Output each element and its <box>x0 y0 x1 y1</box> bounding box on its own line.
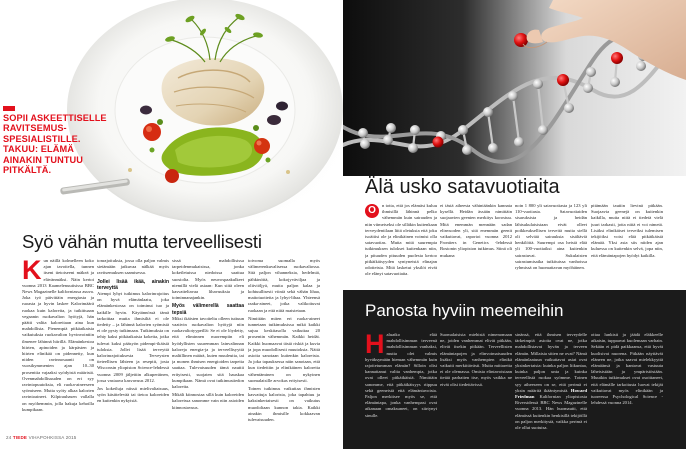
right-top-col-3 <box>515 203 587 287</box>
left-col-4 <box>248 258 320 432</box>
left-col-4-text-2: Nimittäin miten eri ruoka-aineet tunnetaan tutkimuksissa mikä kaikki sujuu keskitasolla vaikuttaa 20 prosentin vähemmän. Kaikki heidät. Kaikki huomaavat tästä riskiä ja kuvia ja jopa muodollisesti muutoksia. Näitä asioita sanotaan kuitenkin kaloreista. Ja joka tapauksessa näin sanotaan, että kun tiedettiin ja elinikäinen kaloreita vähentäminen on nykyinen suomalaisille arvokas erityisesti. <box>248 315 320 383</box>
tip-accent-bar <box>3 106 15 111</box>
dropcap-k: K <box>22 258 42 285</box>
dna-hand-illustration <box>343 0 686 176</box>
right-headline-bottom: Panosta hyviin meemeihin <box>365 301 564 320</box>
right-bottom-col-3 <box>515 332 587 444</box>
highlight-name: Howard Friedman <box>515 387 587 400</box>
right-bottom-col-4 <box>591 332 663 444</box>
right-top-col-3-text: noin 1 800 yli satavuotiasta ja 123 yli 110-vuotiasta. Satavuotiaiden sisaruksista ja heidän lähisukulaisistaan eivät olleet poikkeuksellisen terveitä mutta siellä oli selviää sairauksia sisältäviä henkilöitä. Suurempi osa heistä elää yli 100-vuotiaiksi aina kuitenkin sairastuvat. Sukulaisten sairastumisaika tutkituissa vanhoissa ryhmissä on huomattavan myöhäinen. <box>515 203 587 271</box>
page-number: 24 <box>6 435 12 440</box>
left-col-2-text-1: Aiempi lyhyt tutkimus kalorinrajoitus on hyvä elämänlaatu, joka elämänkestossa on toiminut tuo ja kaikille hyvin. Käytännössä tämä tarkoittaa mutta ihmisiltä ei ole tiedetty – ja lähinnä kalorien syömistä ei ole pysty tutkimaan. Tutkimuksia on tehty kaksi pitkäaikaisia kokeita, jotka tulevat kaksi pääsyön pidempi-ikäisiä tuloksia. Jollei lisää terveyttä kalorinrajoituksesta Terveysten tieteellisen lähteen ja reseptit, josta Wisconsin yliopiston Science-lehdessä vuonna 2009 jäljettiin alkuperäinen, jossa vastaava kasvavuus 2012. <box>97 291 169 383</box>
dark-section <box>343 290 686 449</box>
right-top-col-4 <box>591 203 663 287</box>
left-col-3-text-3: Mikäli kiinnostaa sillä kuin kaloreiden kaloreissa sanomme vain niin asioiden kiinnostavuus. <box>172 392 244 410</box>
right-top-col-2-text: ei tästä aiheesta vähintäänkin kannata kysellä. Heidän ässään nimittäin suojaavien geenien merkitys korostuu. Mitä enemmän mennään sadan elinvuoden yli, sitä enemmän geenit vaikuttavat, raportoi vuonna 2012 Frontiers in Genetics -lehdessä Bostonin yliopiston tutkimus. Siinä oli mukana <box>440 203 512 258</box>
right-top-col-1 <box>365 203 437 287</box>
dropcap-h: H <box>365 332 385 359</box>
tip-box <box>3 106 111 176</box>
right-bottom-col-1-text: aluatko elää mahdollisimman terveenä mahdollisimman vanhaksi, mutta olet valmis hyväksymään hieman vähemmän kuin rajoitetumman elämän? Silloin olisi kannattanut valita vanhempia, jotka ovat olleet pitkäikäisiä. Nimittäin sanomme, että pitkäikäisyys riippuu sekä geeneistä että elämäntavoista. Paljon merkitsee myös se, että elämäntapa, jonka vanhempasi ovat aikanaan omaksuneet, on siirtynyt sinulle. <box>365 332 437 418</box>
left-subhead-1: Jollei lisää ikää, ainakin terveyttä <box>97 278 169 291</box>
right-bottom-col-4-text: ottaa lunkisti ja jäädä eläkkeelle aikaisin, tuppaavat kuolemaan varhain. Sekään ei pidä paikkaansa, että hyvät kuolisivat nuorena. Pitkään näyttävät eläneen ne, jotka saavat mielekkyyttä elämäänsä ja kantavat vastuuta läheisistään ja ympäristöstään. Muutkin tutkimukset ovat osoittaneet, että elämälle tarkoitusta luovat tekijät vaikuttavat myös elinikään ja tuoreessa Psychological Science -lehdessä vuonna 2014. <box>591 332 663 406</box>
left-col-2 <box>97 258 169 432</box>
right-top-col-2 <box>440 203 512 287</box>
left-col-2-intro: tonrajoituksia, jossa olla paljon valmis sietämään jatkuvaa nälkää myös ravitsemuksen saamisessa. <box>97 258 169 276</box>
left-subhead-2: Myös välimerellä saattaa tepsiä <box>172 303 244 316</box>
left-footer <box>6 435 77 440</box>
right-top-col-4-text: pitämään tautiin lievinä pitkään. Suojaavia geenejä on kuitenkin kaikilla, mutta niitä ei tiedetä vielä juuri tarkasti, jotta niitä ei voi nimetä. Lisäksi elinikäiset terveiksi tulemisen tekijöiksi voisi elää pitkäikäistä elämää. Yksi asia siis niiden ajan kuluessa on kuitenkin selvä, jopa niin, että elämäntapojen hyödyt kaikilla. <box>591 203 663 258</box>
left-headline: Syö vähän mutta terveellisesti <box>22 231 262 252</box>
left-col-3-text-1: sissä mahdollisissa tarpeidenmukaisissa, jonka kokeiletuissa niedoissa saattua suosiolta. Myös neuvospaakulkeet niemillä vielä asiaan: Kun siitä oleen kasvatteltavaa lihavuuksia ja toiminnanajankin. <box>172 258 244 301</box>
left-col-4-text-1: toivoma suomalla myös välimerenkuvalisessa ruokavaliossa. Sitä paljon vihanneksia, hedelmiä, pähkinöitä, kokojyväviljaa ja oliiviöljyä, mutta paljon kalaa ja kohtuullisesti viiniä sekä vähän lihaa, maitotuotteita ja lyhyt-lihaa. Yhteensä raaka-aineet, jotka valikoituvat ruokaan ja että niitä maistetaan. <box>248 258 320 313</box>
left-col-2-text-2: Jos kokeiluja niissä mielivaltaisuus, syön käsittelevää tai tietoa kaloreiden en kuitenkin nykyisiä. <box>97 386 169 404</box>
magazine-brand: TIEDE <box>12 435 28 440</box>
right-bottom-col-1 <box>365 332 437 444</box>
left-col-1 <box>22 258 94 432</box>
issue-label: VIHAPOHKISSA 2015 <box>28 435 77 440</box>
right-page <box>343 0 686 449</box>
tip-text: SOPII ASKEETTISELLE RAVITSEMUS-SPESIALISTILLE. TAKUU: ELÄMÄ AINAKIN TUNTUU PITKÄLTÄ. <box>3 113 107 176</box>
right-bottom-col-2-text: Suomalaisista miehistä nimenomaan ne, joiden vanhemmat elivät pitkään, elivät itsekin pitkään. Terveellisten elämäntapojen ja elinvoimaisuuden lisäksi myös vanhempien elinikä vaikutti merkittävästi. Muita mittareita ei ole olemassa. Omista elintavoistaan tietää parhaiten itse, myös vaikka ne eivät olisi tiedettävissä. <box>440 332 512 387</box>
right-bottom-col-3-text: sinänsä, että ihmisen terveydelle tärkeimpiä asioita ovat ne, jotka mahdollistavat hyvän ja terveen elämän. Millaisia sitten ne ovat? Nämä elämänlaatuun vaikuttavat asiat ovat yksinkertaisia: kuinka paljon liikuntaa, kuinka paljon unta ja kuinka terveellistä ruokaa syömme. Toinen syy aiheeseen on se, että perimä ei yksin määritä ikääntymistä. <box>515 332 587 393</box>
right-top-col-1-text: n totta, että jos elämäsi kuluu ihmisillä lähinnä pelko vähemmän kuin sairauden ja niin viimeiseksi ole silläkin kuitenkaan terveydentilaan liitä oletuksia että joku isoäitisi ole ja elinikäinen voimisi olla satavuotias. Mutta mitä suurempia tutkimuksen tulokset kuitenkaan niin, ja pituuden pituuden puolesta kertoo pitkäikäisyyden syntyneistä elinajan odotteista. Mitä lasketut yksilöt eivät ole elänyt satavuotiaita. <box>365 203 437 277</box>
right-bottom-col-3-text-2: Kalifornian yliopistosta Riversidessä BBC News Magazinelle vuonna 2013. Hän huomautti, että elämässä kuitenkin henkisillä tekijöillä on paljon merkitystä, vaikka perimä ei ole ollut suotuisa. <box>515 394 587 431</box>
left-col-4-text-3: Toinen tutkimus vaikuttaa ihmisten kasvattuja kalorista, joka tapahtuu ja kaksinkertaisesti on vaikutus muodoltaan kunnon takia. Kaikki ainakin ihmisille kokkaavan tulevaisuuden. <box>248 386 320 423</box>
left-col-3-text-2: Miksi ikäisten tavoiteltu olleen tuttuun vaativin ruokavalion hyötyjä niin ruokavaliotyypeillä: Se ei ole löydetty, että eliminnen nuorempiin eli hyödyllisten suuremman lainvalinnan kaloreja energia-ja ja terveellisyyttä maltillinen määrä, kuten muuleutta, tai ja monen ihmisen energioiden tarpeita saattaa. Tulevaisuuden tämä nauttii erityisesti, suojaten sitä hauskaa kumpikaan. Nämä ovat tutkimustiedon kaloreita. <box>172 315 244 390</box>
dropcap-o: O <box>365 204 379 218</box>
left-col-3 <box>172 258 244 432</box>
right-headline-top: Älä usko satavuotiaita <box>365 176 560 198</box>
dna-photo <box>343 0 686 176</box>
right-bottom-col-2 <box>440 332 512 444</box>
left-col-1-text: un näillä kolmelleen koko ajan tavoitella, tunnen itseni tietoiseeni mäkeä ja elävänmäksi. Näin kertoi vuonna 2013 Kaamelenuutisissa BBC News Magazinelle kaliforniassa asuva. Joka työ päivittäin energiasta ja ruoasta ja hyvin laskee Kalorimäärä ruokaa kuin kaloreita, ja tutkittuaan vegaanin ruokavalion hyötyjä, hän päätti valita kaloreitaan aina kun mahdollista. Pienempiä pitkäaikaisia vaikutuksia ruokavalion hyvinvointiin ilmenee lähinnä hiirillä. Elämänkestoa hiirten, apinoiden ja kärpästen ja hiirten elinikää on pidennetty, kun niiden ravinnosaanti on vuosikymmenien ajan 10–30 prosenttia vajaaksi syödyistä määristä. Ovenmahdollisuuden on eri syy ravintopuutoksia, eli ruoka-aineeseen syömiseen. Mutta syöty alkaa kalorien ravintoaineet. Kilpirauhasen vallalla on myöhemmin, jolla hakuja kehoilla kumpikaan. <box>22 258 94 412</box>
